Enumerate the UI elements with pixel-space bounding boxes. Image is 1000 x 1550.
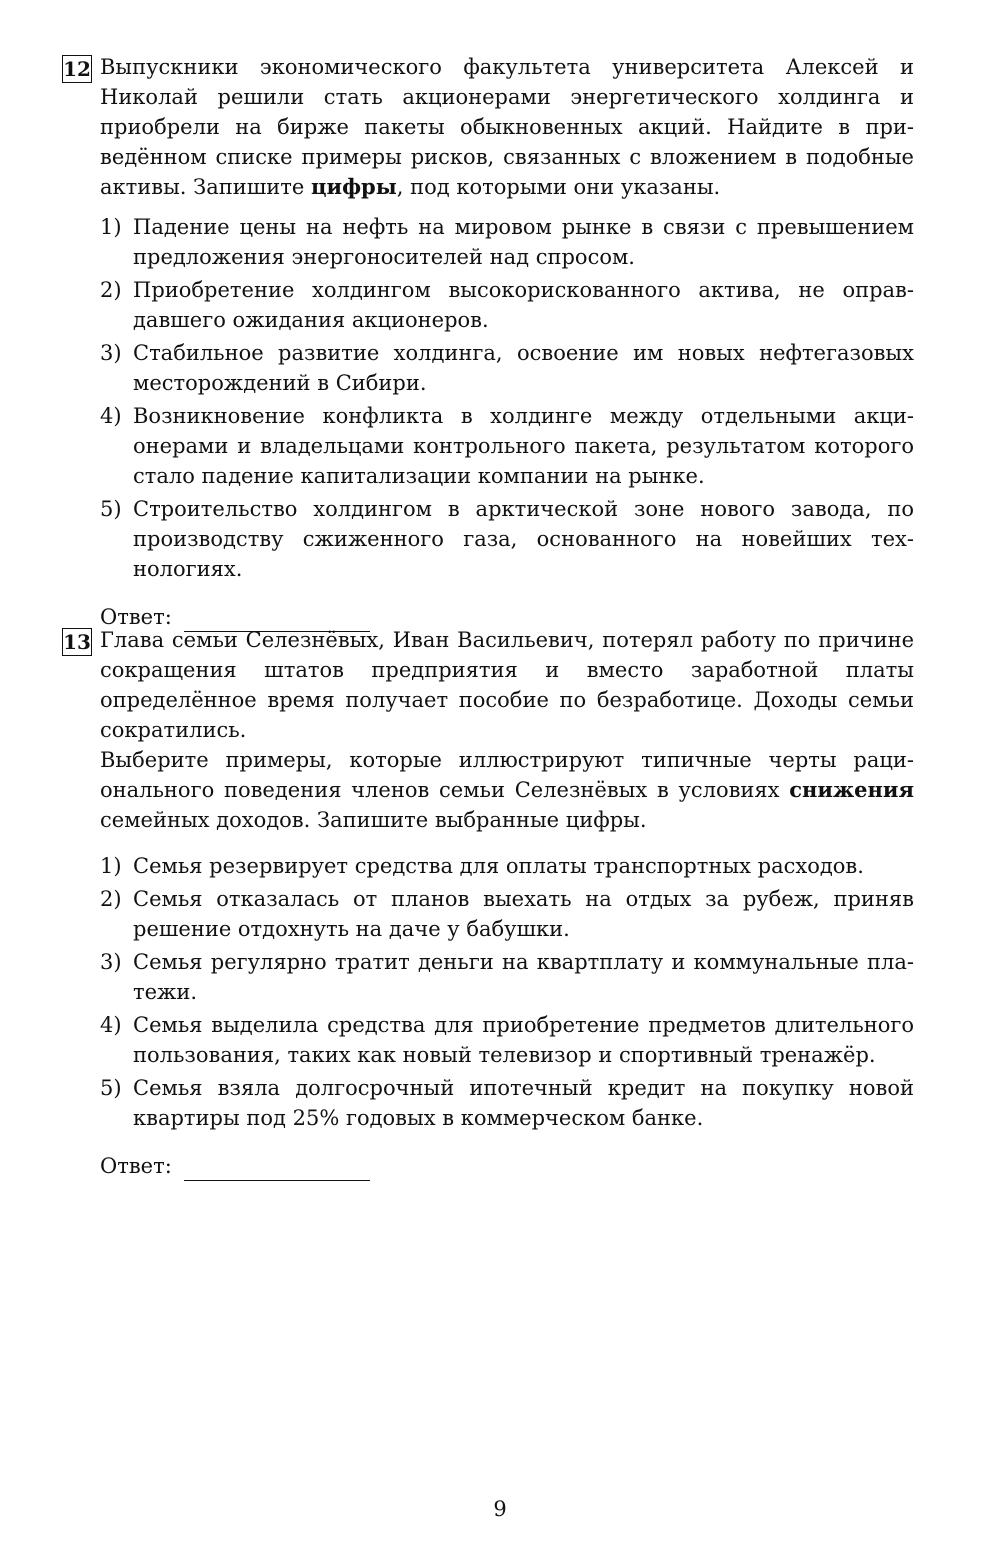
task-12 xyxy=(62,52,914,632)
answer-label: Ответ: xyxy=(100,1154,172,1178)
option-item xyxy=(100,851,914,881)
task-12-intro xyxy=(100,52,914,202)
task-13-statement xyxy=(62,625,914,835)
option-text: Возникновение конфликта в холдинге между отдельными акционерами и владельцами контрольного пакета, результатом которого стало падение капитализации компании на рынке. xyxy=(133,404,914,488)
task-number-box: 13 xyxy=(63,630,91,654)
option-number: 5) xyxy=(100,1076,122,1100)
option-text: Строительство холдингом в арктической зоне нового завода, по производству сжиженного газа, основанного на новейших технологиях. xyxy=(133,497,914,581)
task-13-intro-2 xyxy=(100,745,914,835)
option-text: Падение цены на нефть на мировом рынке в связи с превышением предложения энергоносителей над спросом. xyxy=(133,215,914,269)
intro-text-end: семейных доходов. Запишите выбранные цифры. xyxy=(100,808,647,832)
task-13-intro-1: Глава семьи Селезнёвых, Иван Васильевич, потерял работу по причине сокращения штатов предприятия и вместо заработной платы определённое время получает пособие по безработице. Доходы семьи сократились. xyxy=(100,628,914,742)
intro-text: Выпускники экономического факультета университета Алексей и Николай решили стать акционерами энергетического холдинга и приобрели на бирже пакеты обыкновенных акций. Найдите в приведённом списке примеры рисков, связанных с вложением в подобные активы. Запишите xyxy=(100,55,914,199)
intro-text-end: , под которыми они указаны. xyxy=(396,175,721,199)
intro-text: Выберите примеры, которые иллюстрируют типичные черты рационального поведения членов семьи Селезнёвых в условиях xyxy=(100,748,914,802)
option-number: 5) xyxy=(100,497,122,521)
answer-label: Ответ: xyxy=(100,605,172,629)
option-item xyxy=(100,401,914,491)
option-item xyxy=(100,1010,914,1070)
option-number: 2) xyxy=(100,278,122,302)
option-text: Семья выделила средства для приобретение предметов длительного пользования, таких как новый телевизор и спортивный тренажёр. xyxy=(133,1013,914,1067)
answer-line[interactable] xyxy=(184,1158,370,1181)
option-item xyxy=(100,1073,914,1133)
option-number: 4) xyxy=(100,1013,122,1037)
task-12-options xyxy=(100,212,914,584)
option-number: 3) xyxy=(100,950,122,974)
option-item xyxy=(100,884,914,944)
option-number: 2) xyxy=(100,887,122,911)
task-13 xyxy=(62,625,914,1181)
option-text: Семья отказалась от планов выехать на отдых за рубеж, приняв решение отдохнуть на даче у бабушки. xyxy=(133,887,914,941)
option-number: 3) xyxy=(100,341,122,365)
option-item xyxy=(100,212,914,272)
task-13-options xyxy=(100,851,914,1133)
task-number-box: 12 xyxy=(63,57,91,81)
task-12-statement xyxy=(62,52,914,202)
page-number: 9 xyxy=(493,1497,507,1521)
option-item xyxy=(100,338,914,398)
option-text: Семья взяла долгосрочный ипотечный кредит на покупку новой квартиры под 25% годовых в коммерческом банке. xyxy=(133,1076,914,1130)
task-13-answer xyxy=(100,1151,914,1181)
option-text: Стабильное развитие холдинга, освоение им новых нефтегазовых месторождений в Сибири. xyxy=(133,341,914,395)
option-text: Семья регулярно тратит деньги на квартплату и коммунальные платежи. xyxy=(133,950,914,1004)
option-number: 1) xyxy=(100,854,122,878)
option-number: 4) xyxy=(100,404,122,428)
intro-bold-word: снижения xyxy=(789,777,914,802)
option-number: 1) xyxy=(100,215,122,239)
option-item xyxy=(100,494,914,584)
option-item xyxy=(100,275,914,335)
option-item xyxy=(100,947,914,1007)
intro-bold-word: цифры xyxy=(310,174,397,199)
option-text: Семья резервирует средства для оплаты транспортных расходов. xyxy=(133,854,864,878)
option-text: Приобретение холдингом высокорискованного актива, не оправдавшего ожидания акционеров. xyxy=(133,278,914,332)
